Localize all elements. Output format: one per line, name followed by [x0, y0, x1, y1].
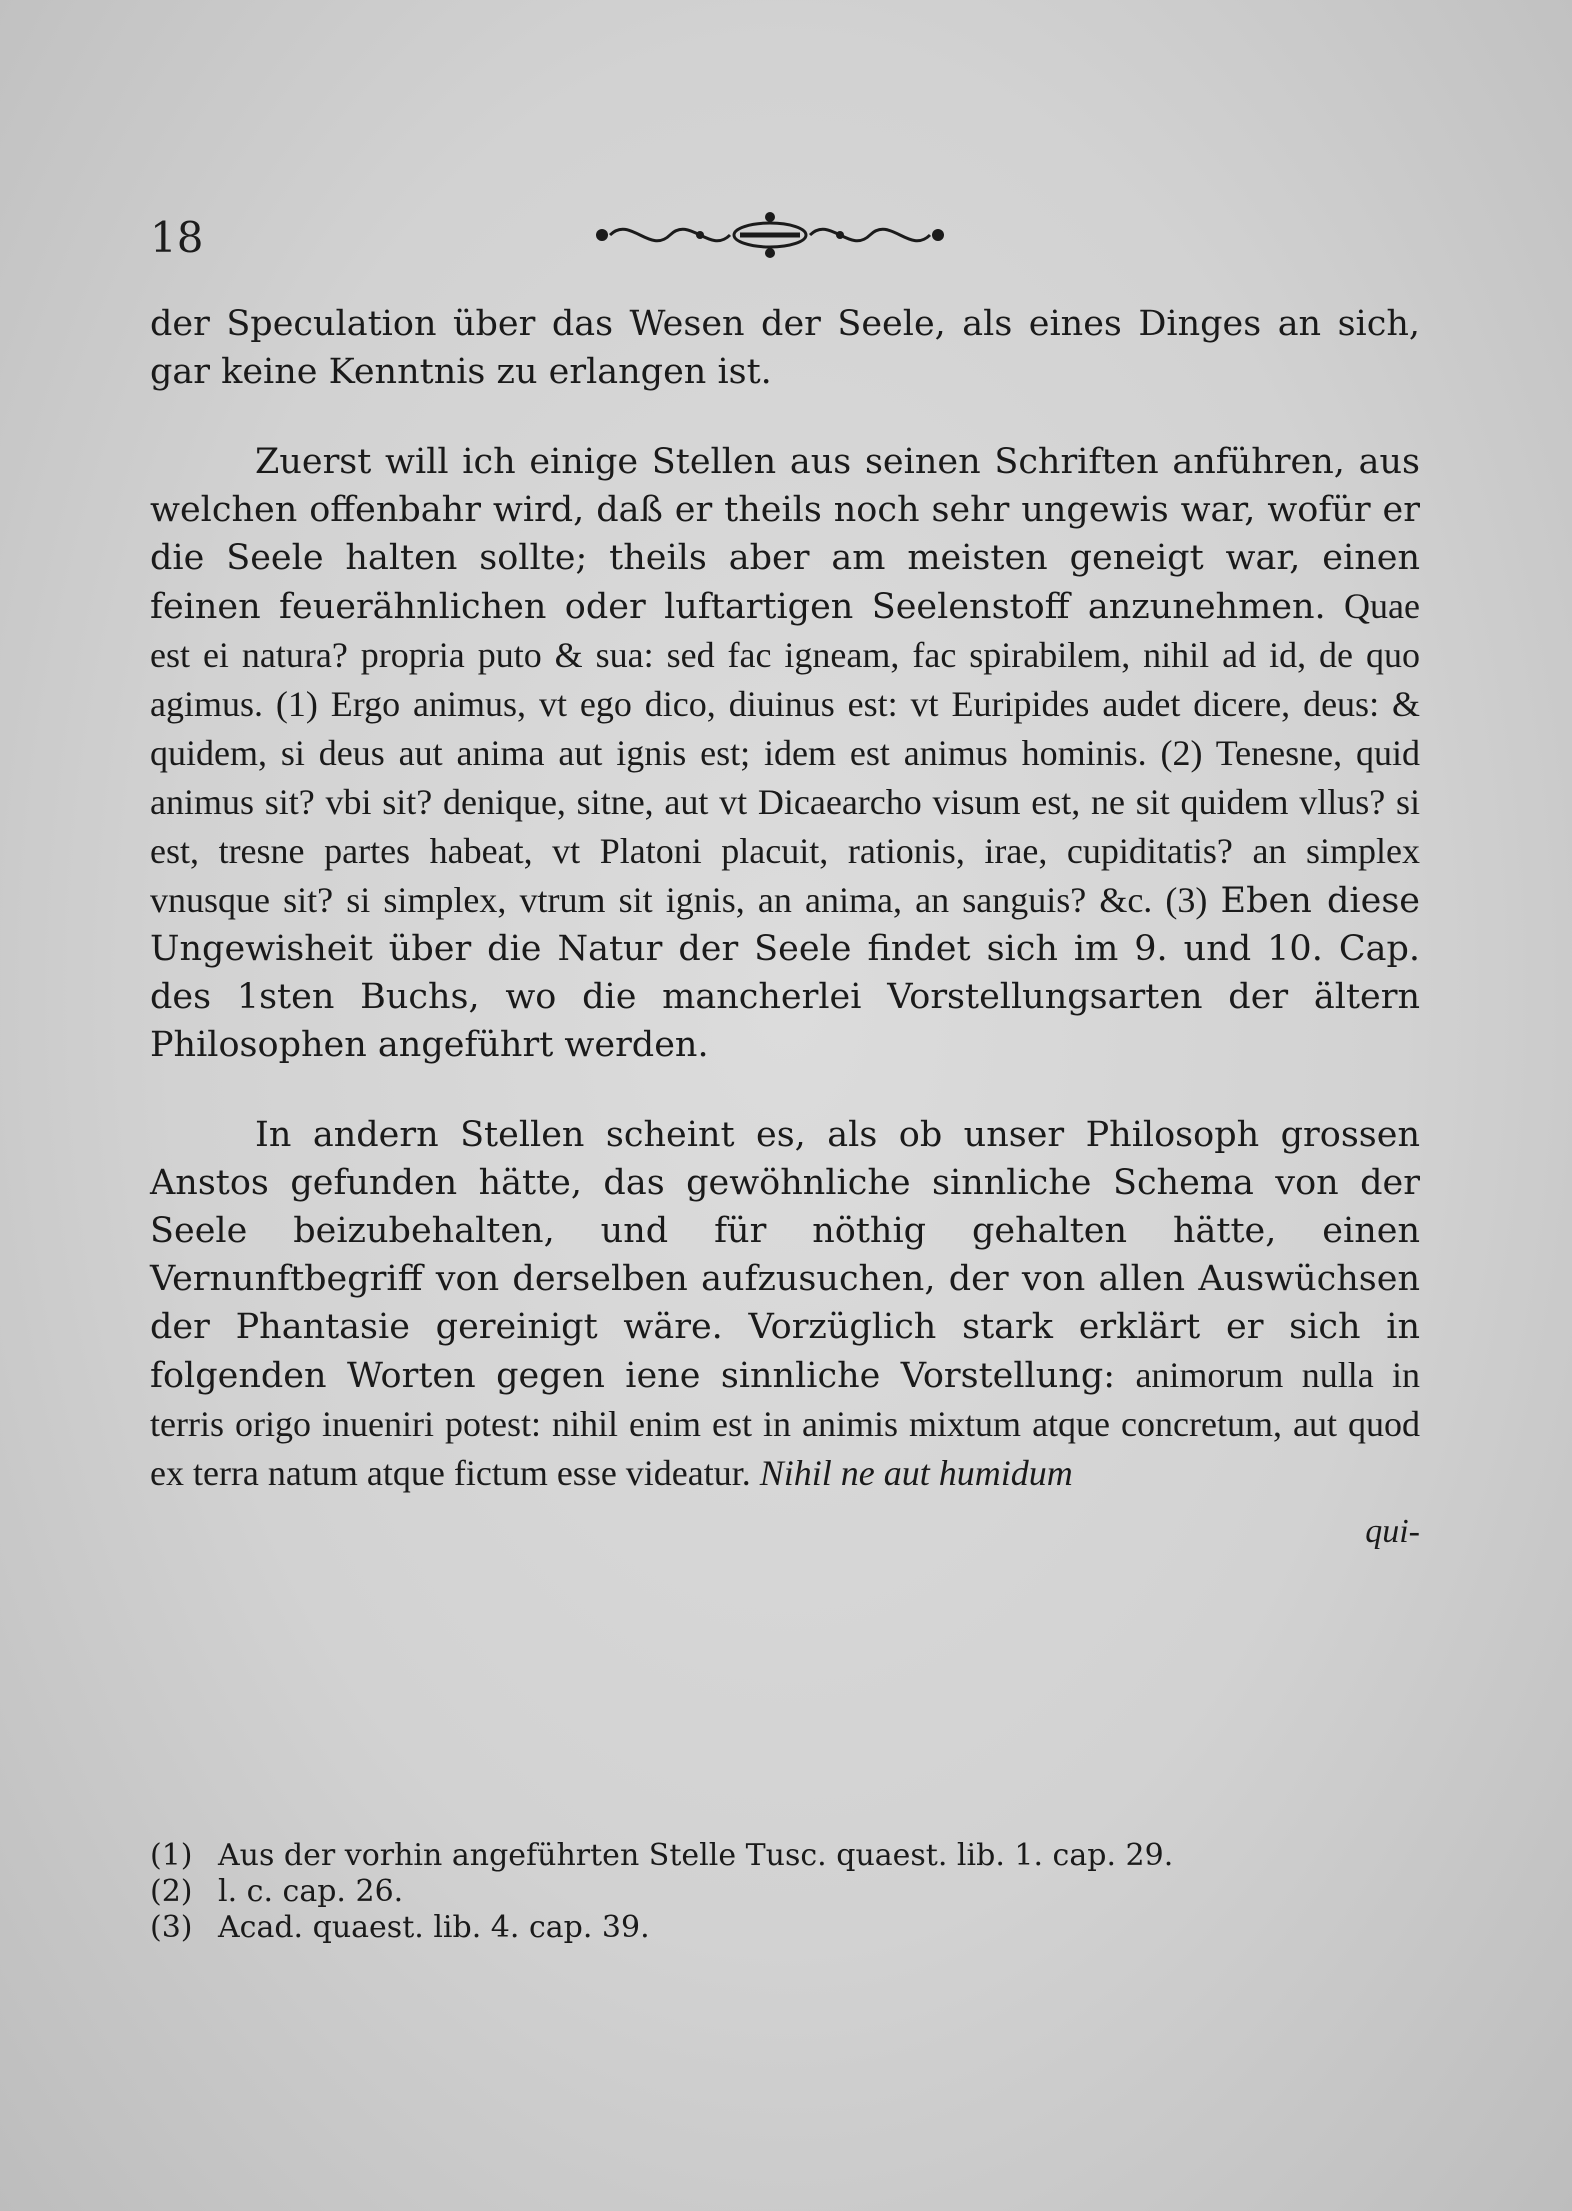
italic-quotation: Nihil ne aut humidum — [759, 1453, 1073, 1493]
paragraph — [150, 438, 1420, 1069]
footnote-text: l. c. cap. 26. — [218, 1874, 404, 1909]
text-segment: Eben diese Ungewisheit über die Natur der Seele findet sich im 9. und 10. Cap. des 1sten Buchs, wo die mancherlei Vorstellungsarten der ältern Philosophen angeführt werden. — [150, 881, 1420, 1065]
page-header — [140, 205, 1420, 275]
paragraph — [150, 1111, 1420, 1498]
footnote — [150, 1838, 1410, 1874]
footnote-mark: (3) — [150, 1910, 193, 1945]
text-segment: Zuerst will ich einige Stellen aus seinen Schriften anführen, aus welchen offenbahr wird, daß er theils noch sehr ungewis war, wofür er die Seele halten sollte; theils aber am meisten geneigt war, einen feinen feuerähnlichen oder luftartigen Seelenstoff anzunehmen. — [150, 442, 1420, 627]
paragraph-continued — [150, 300, 1420, 396]
footnote-mark: (1) — [150, 1838, 193, 1873]
main-text — [150, 300, 1420, 1550]
footnote-text: Aus der vorhin angeführten Stelle Tusc. quaest. lib. 1. cap. 29. — [218, 1838, 1174, 1873]
footnote-text: Acad. quaest. lib. 4. cap. 39. — [218, 1910, 650, 1945]
ornament-icon — [590, 205, 950, 265]
latin-quotation: Quae est ei natura? propria puto & sua: sed fac igneam, fac spirabilem, nihil ad id, de quo agimus. (1) Ergo animus, vt ego dico, diuinus est: vt Euripides audet dicere, deus: & quidem, si deus aut anima aut ignis est; idem est animus hominis. (2) Tenesne, quid animus sit? vbi sit? denique, sitne, aut vt Dicaearcho visum est, ne sit quidem vllus? si est, tresne partes habeat, vt Platoni placuit, rationis, irae, cupiditatis? an simplex vnusque sit? si simplex, vtrum sit ignis, an anima, an sanguis? &c. (3) — [150, 586, 1420, 920]
footnote — [150, 1910, 1410, 1946]
page-number: 18 — [150, 213, 204, 262]
text-segment: In andern Stellen scheint es, als ob unser Philosoph grossen Anstos gefunden hätte, das gewöhnliche sinnliche Schema von der Seele beizubehalten, und für nöthig gehalten hätte, einen Vernunftbegriff von derselben aufzusuchen, der von allen Auswüchsen der Phantasie gereinigt wäre. Vorzüglich stark erklärt er sich in folgenden Worten gegen iene sinnliche Vorstellung: — [150, 1115, 1420, 1396]
latin-quotation: animorum nulla in terris origo inueniri potest: nihil enim est in animis mixtum atque concretum, aut quod ex terra natum atque fictum esse videatur. — [150, 1355, 1420, 1493]
footnote — [150, 1874, 1410, 1910]
footnote-mark: (2) — [150, 1874, 193, 1909]
footnotes — [150, 1838, 1410, 1946]
catchword: qui- — [1365, 1513, 1420, 1550]
text-segment: der Speculation über das Wesen der Seele, als eines Dinges an sich, gar keine Kenntnis zu erlangen ist. — [150, 304, 1420, 392]
